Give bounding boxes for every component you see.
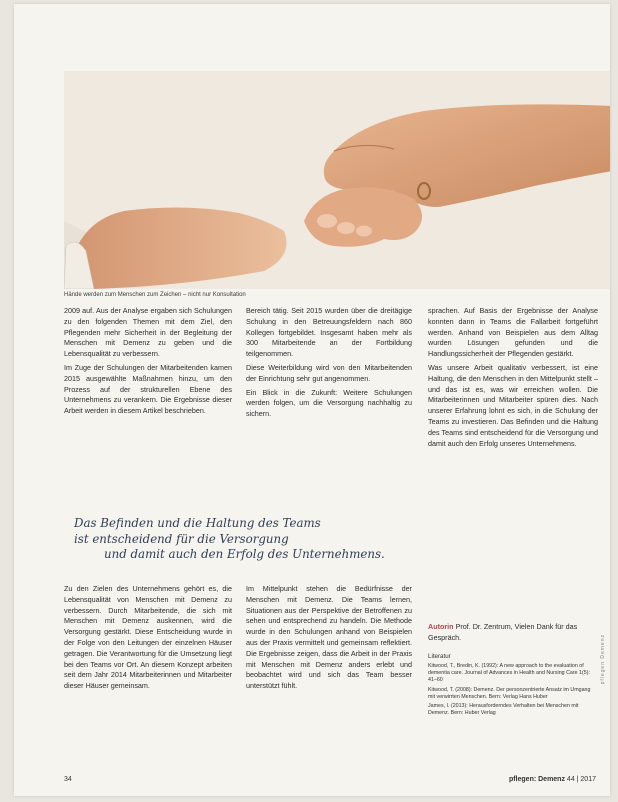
photo-caption: Hände werden zum Menschen zum Zeichen – nicht nur Konsultation [64, 292, 246, 298]
paragraph: 2009 auf. Aus der Analyse ergaben sich Schulungen zu den folgenden Themen mit dem Ziel, den Pflegenden mehr Sicherheit in der Begleitung der Menschen mit Demenz zu geben und die Lebensqualität zu verbessern. [64, 306, 232, 359]
paragraph: sprachen. Auf Basis der Ergebnisse der Analyse konnten dann in Teams die Fallarbeit fortgeführt werden. Anhand von Beispielen aus dem Alltag wurden Lösungen gefunden und die Handlungssicherheit der Pflegenden gestärkt. [428, 306, 598, 359]
pull-quote-line: und damit auch den Erfolg des Unternehmens. [104, 547, 385, 561]
column-1-top [64, 306, 232, 502]
paragraph: Im Mittelpunkt stehen die Bedürfnisse der Menschen mit Demenz. Die Teams lernen, Situationen aus der Perspektive der Betroffenen zu sehen und entsprechend zu handeln. Die Methode wurde in den Schulungen anhand von Beispielen aus der Praxis vermittelt und gemeinsam reflektiert. Die Ergebnisse zeigen, dass die Arbeit in der Praxis mit Menschen mit Demenz anders erlebt und beobachtet wird und sich das Team besser unterstützt fühlt. [246, 584, 412, 691]
reference-item: James, I. (2013): Herausforderndes Verhalten bei Menschen mit Demenz. Bern: Huber Verlag [428, 703, 579, 717]
page-number: 34 [64, 776, 72, 783]
column-2-top [246, 306, 412, 502]
pull-quote-line: Das Befinden und die Haltung des Teams [74, 516, 321, 530]
magazine-page [14, 4, 610, 796]
references [428, 654, 598, 720]
handshake-photo [64, 71, 610, 289]
paragraph: Bereich tätig. Seit 2015 wurden über die dreitägige Schulung in den Betreuungsfeldern nach 860 Kollegen fortgebildet. Insgesamt haben mehr als 300 Mitarbeitende an der Fortbildung teilgenommen. [246, 306, 412, 359]
column-3 [428, 306, 598, 616]
author-text: Prof. Dr. Zentrum, Vielen Dank für das Gespräch. [428, 622, 578, 642]
author-note [428, 622, 600, 643]
handshake-illustration [64, 71, 610, 289]
footer-issue [509, 776, 596, 783]
magazine-name: pflegen: Demenz [508, 776, 565, 783]
paragraph: Ein Blick in die Zukunft: Weitere Schulungen werden folgen, um die Versorgung nachhaltig zu sichern. [246, 387, 412, 419]
paragraph: Diese Weiterbildung wird von den Mitarbeitenden der Einrichtung sehr gut angenommen. [246, 362, 412, 383]
references-heading: Literatur [428, 653, 451, 660]
issue-number: 44 | 2017 [566, 776, 596, 783]
reference-item: Kitwood, T. (2008): Demenz. Der personzentrierte Ansatz im Umgang mit verwirrten Menschen. Bern: Verlag Hans Huber [428, 686, 591, 700]
paragraph: Was unsere Arbeit qualitativ verbessert, ist eine Haltung, die den Menschen in den Mittelpunkt stellt – und das ist es, was wir erreichen wollen. Die Mitarbeiterinnen und Mitarbeiter spüren dies. Nach unserer Erfahrung lohnt es sich, in die Schulung der Teams zu investieren. Das Befinden und die Haltung des Teams sind entscheidend für die Versorgung und damit auch den Erfolg unseres Unternehmens. [428, 362, 598, 448]
column-1-bottom [64, 584, 232, 764]
reference-item: Kitwood, T., Bredin, K. (1992): A new approach to the evaluation of dementia care. Journal of Advances in Health and Nursing Care 1(5): 41–60 [428, 662, 590, 683]
side-mark: pflegen Demenz [600, 634, 606, 685]
author-tag: Autorin [428, 622, 454, 631]
paragraph: Zu den Zielen des Unternehmens gehört es, die Lebensqualität von Menschen mit Demenz zu verbessern. Durch Mitarbeitende, die sich mit Menschen mit Demenz auskennen, wird die Versorgung gestärkt. Diese Entscheidung wurde in der Folge von den Leitungen der einzelnen Häuser getragen. Die Verantwortung für die Umsetzung liegt bei den Teams vor Ort. An diesem Konzept arbeiten seit dem Jahr 2014 Mitarbeiterinnen und Mitarbeiter dieser Häuser gemeinsam. [64, 584, 232, 691]
paragraph: Im Zuge der Schulungen der Mitarbeitenden kamen 2015 ausgewählte Maßnahmen hinzu, um den Prozess auf der strukturellen Ebene des Unternehmens zu verankern. Die Ergebnisse dieser Arbeit werden in diesem Artikel beschrieben. [64, 362, 232, 416]
pull-quote-line: ist entscheidend für die Versorgung [74, 531, 289, 546]
column-2-bottom [246, 584, 412, 764]
pull-quote [74, 516, 414, 563]
